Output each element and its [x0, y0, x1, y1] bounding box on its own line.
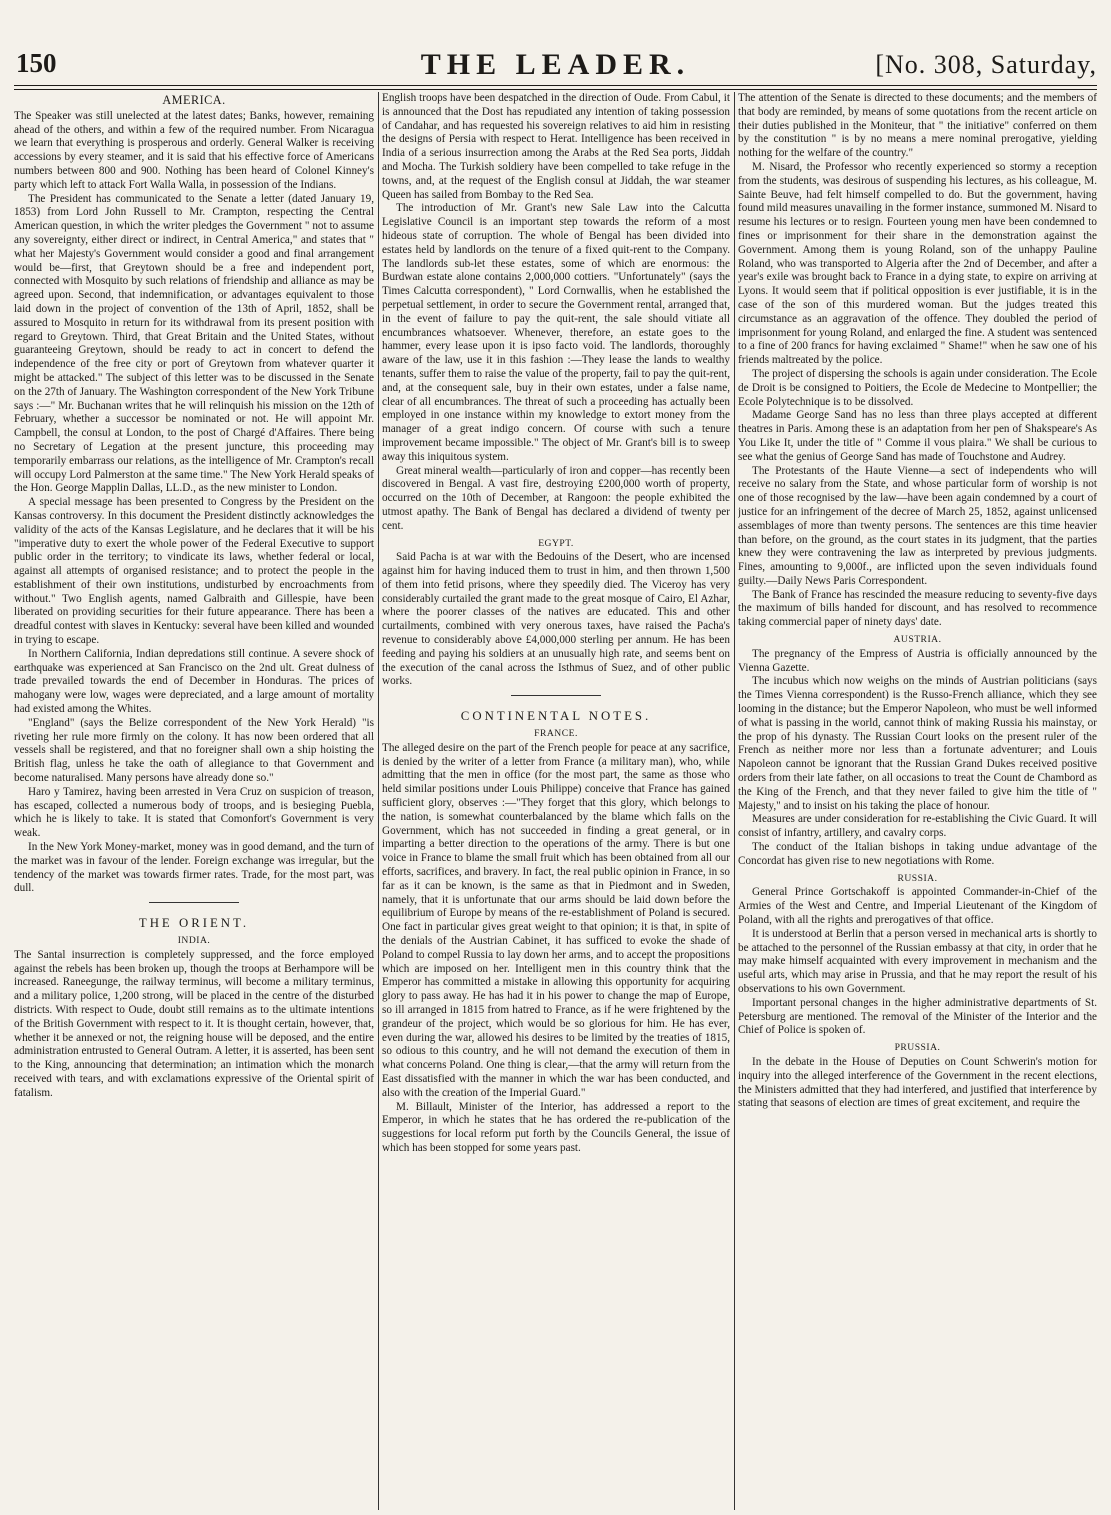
subsection-heading: EGYPT. [538, 537, 574, 549]
subsection-heading: AUSTRIA. [893, 634, 942, 646]
article-paragraph: M. Nisard, the Professor who recently experienced so stormy a reception from the students, was desirous of suspending his lectures, as his colleague, M. Sainte Beuve, had felt himself compelled to do. But the government, having found mild measures unavailing in the former instance, summoned M. Nisard to resume his lectures or to resign. Fourteen young men have been condemned to fines or imprisonment for their share in the demonstration against the Government. Among them is young Roland, son of the unhappy Pauline Roland, who was transported to Algeria after the 2nd of December, and after a year's exile was brought back to France in a dying state, to expire on arriving at Lyons. It would seem that if political opposition is ever justifiable, it is in the case of the son of this murdered woman. But the judges treated this circumstance as an aggravation of the offence. They doubled the period of imprisonment for young Roland, and enlarged the fine. A student was sentenced to a fine of 200 francs for having exclaimed " Shame!" when he saw one of his friends maltreated by the police. [738, 160, 1097, 367]
article-paragraph: Madame George Sand has no less than three plays accepted at different theatres in Paris. Among these is an adaptation from her pen of Shakspeare's As You Like It, under the title of " Comme il vous plaira." We shall be curious to see what the genius of George Sand has made of Touchstone and Audrey. [738, 409, 1097, 463]
article-paragraph: The alleged desire on the part of the French people for peace at any sacrifice, is denied by the writer of a letter from France (a military man), who, while admitting that the men in office (for the most part, the same as those who held similar positions under Louis Philippe) conceive that France has gained sufficient glory, observes :—"They forget that this glory, which belongs to the nation, is somewhat counterbalanced by the blame which falls on the Government, which has not succeeded in finding a great general, or in imparting a better direction to the operations of the army. There is but one voice in France to blame the small fruit which has been obtained from all our efforts, sacrifices, and bravery. In fact, the real public opinion in France, in so far as it can be known, is the same as that in Piedmont and in Sweden, namely, that it is unfortunate that our arms should be laid down before the equilibrium of Europe by means of the re-establishment of Poland is secured. One fact in particular gives great weight to that opinion; it is that, in spite of the denials of the Austrian Cabinet, it has sufficed to evoke the shade of Poland to compel Russia to lay down her arms, and to accept the propositions which are imposed on her. Intelligent men in this country think that the Emperor has committed a mistake in allowing this opportunity for acquiring glory to pass away. He has had it in his power to change the map of Europe, so ill arranged in 1815 from hatred to France, as if he were frightened by the grandeur of the project, which would be so glorious for him. He has ever, even during the war, allowed his desires to be limited by the treaties of 1815, so odious to this country, and he will not demand the execution of them in what concerns Poland. One thing is clear,—that the army will return from the East dissatisfied with the manner in which the war has been conducted, and also with the creation of the Imperial Guard." [382, 741, 730, 1099]
issue-label: [No. 308, Saturday, [875, 50, 1097, 79]
section-rule [149, 902, 239, 903]
column-2 [382, 92, 730, 1510]
article-paragraph: Said Pacha is at war with the Bedouins of the Desert, who are incensed against him for having induced them to trust in him, and then thrown 1,500 of them into fetid prisons, where they speedily died. The Viceroy has very considerably curtailed the grant made to the great mosque of Cairo, El Azhar, where the poorer classes of the natives are educated. This and other curtailments, combined with very onerous taxes, have raised the Pacha's revenue to considerably above £4,000,000 sterling per annum. He has been feeding and paying his soldiers at an unusually high rate, and seems bent on the execution of the canal across the Isthmus of Suez, and of other public works. [382, 551, 730, 688]
column-1 [14, 92, 374, 1510]
article-paragraph: M. Billault, Minister of the Interior, has addressed a report to the Emperor, in which he states that he has ordered the re-publication of the suggestions for local reform put forth by the Councils General, the issue of which has been stopped for some years past. [382, 1100, 730, 1154]
article-paragraph: Great mineral wealth—particularly of iron and copper—has recently been discovered in Bengal. A vast fire, destroying £200,000 worth of property, occurred on the 10th of December, at Rangoon: the people exhibited the utmost apathy. The Bank of Bengal has declared a dividend of twenty per cent. [382, 464, 730, 532]
article-paragraph: A special message has been presented to Congress by the President on the Kansas controversy. In this document the President distinctly acknowledges the validity of the acts of the Kansas Legislature, and he declares that it will be his "imperative duty to exert the whole power of the Federal Executive to support public order in the territory; to vindicate its laws, whether federal or local, against all attempts of organised resistance; and to protect the people in the establishment of their own institutions, undisturbed by encroachments from without." Two English agents, named Galbraith and Gillespie, have been liberated on providing securities for their future appearance. There has been a dreadful contest with slaves in Kentucky: several have been killed and wounded in trying to escape. [14, 496, 374, 647]
masthead-rule-thin [14, 89, 1097, 90]
section-heading: CONTINENTAL NOTES. [460, 709, 652, 724]
newspaper-title: THE LEADER. [420, 48, 691, 81]
article-paragraph: The introduction of Mr. Grant's new Sale Law into the Calcutta Legislative Council is an important step towards the reform of a most hideous state of corruption. The whole of Bengal has been divided into estates held by landlords on the tenure of a fixed quit-rent to the Company. The landlords sub-let these estates, some of which are enormous: the Burdwan estate alone contains 2,000,000 cottiers. "Unfortunately" (says the Times Calcutta correspondent), " Lord Cornwallis, when he established the perpetual settlement, in order to secure the Government rental, arranged that, in the event of failure to pay the quit-rent, the sale should vitiate all encumbrances whatsoever. Whenever, therefore, an estate goes to the hammer, every lease upon it is ipso facto void. The landlords, thoroughly aware of the law, use it in this fashion :—They lease the lands to wealthy tenants, suffer them to raise the value of the property, fail to pay the quit-rent, and, at the consequent sale, buy in their own estates, under a false name, clear of all encumbrances. The threat of such a proceeding has actually been employed in one instance within my knowledge to extort money from the manager of a great indigo concern. Of course with such a tenure improvement became impossible." The object of Mr. Grant's bill is to sweep away this iniquitous system. [382, 202, 730, 463]
page-number: 150 [16, 48, 57, 78]
article-paragraph: "England" (says the Belize correspondent of the New York Herald) "is riveting her rule more firmly on the colony. It has now been ordered that all vessels shall be registered, and that no foreigner shall own a ship hoisting the British flag, unless he take the oath of allegiance to that Government and become naturalised. Many persons have already done so." [14, 716, 374, 785]
column-3 [738, 92, 1097, 1510]
column-divider [734, 92, 735, 1510]
article-paragraph: The Santal insurrection is completely suppressed, and the force employed against the rebels has been broken up, though the troops at Berhampore will be increased. Raneegunge, the railway terminus, will become a military terminus, and a military police, 1,200 strong, will be placed in the centre of the disturbed districts. With respect to Oude, doubt still remains as to the ultimate intentions of the British Government with respect to it. It is thought certain, however, that, whether it be annexed or not, the reigning house will be deposed, and the entire administration entrusted to General Outram. A letter, it is asserted, has been sent to the King, announcing that determination; an intimation which the monarch received with tears, and with exclamations expressive of the Oriental spirit of fatalism. [14, 948, 374, 1099]
subsection-heading: FRANCE. [534, 728, 578, 740]
section-heading: THE ORIENT. [138, 916, 250, 931]
article-paragraph: It is understood at Berlin that a person versed in mechanical arts is shortly to be attached to the personnel of the Russian embassy at that city, in order that he may make himself acquainted with every improvement in mechanism and the useful arts, which may arise in Prussia, and that he may report the result of his observations to his own Government. [738, 927, 1097, 995]
section-heading: AMERICA. [162, 93, 226, 107]
masthead-rule [14, 85, 1097, 86]
column-divider [378, 92, 379, 1510]
article-paragraph: General Prince Gortschakoff is appointed Commander-in-Chief of the Armies of the West and Centre, and Imperial Lieutenant of the Kingdom of Poland, with all the rights and prerogatives of that office. [738, 886, 1097, 927]
article-paragraph: The pregnancy of the Empress of Austria is officially announced by the Vienna Gazette. [738, 647, 1097, 674]
article-paragraph: The conduct of the Italian bishops in taking undue advantage of the Concordat has given rise to new negotiations with Rome. [738, 841, 1097, 867]
article-paragraph: The incubus which now weighs on the minds of Austrian politicians (says the Times Vienna correspondent) is the Russo-French alliance, which they see looming in the distance; but the Emperor Napoleon, who must be well informed of what is passing in the world, cannot think of making Russia his mainstay, or the prop of his dynasty. The Russian Court looks on the present ruler of the French as neither more nor less than a fortunate adventurer; and Louis Napoleon cannot be ignorant that the Russian Grand Dukes received positive orders from their late father, on all occasions to treat the Count de Chambord as the King of the French, and that they never failed to give him the title of " Majesty," and to insist on his taking the place of honour. [738, 675, 1097, 812]
article-paragraph: In Northern California, Indian depredations still continue. A severe shock of earthquake was experienced at San Francisco on the 2nd ult. Great dulness of trade prevailed towards the end of December in Honduras. The prices of mahogany were low, wages were depreciated, and a large amount of mortality had existed among the Whites. [14, 647, 374, 716]
article-paragraph: In the New York Money-market, money was in good demand, and the turn of the market was in favour of the lender. Foreign exchange was irregular, but the tendency of the market was towards firmer rates. Trade, for the most part, was dull. [14, 841, 374, 895]
article-paragraph: The attention of the Senate is directed to these documents; and the members of that body are reminded, by means of some quotations from the recent article on their duties published in the Moniteur, that " the initiative" conferred on them by the constitution " is by no means a mere nominal prerogative, yielding nothing for the welfare of the country." [738, 92, 1097, 160]
article-paragraph: The project of dispersing the schools is again under consideration. The Ecole de Droit is be consigned to Poitiers, the Ecole de Medecine to Montpellier; the Ecole Polytechnique is to be dissolved. [738, 367, 1097, 408]
article-paragraph: The President has communicated to the Senate a letter (dated January 19, 1853) from Lord John Russell to Mr. Crampton, respecting the Central American question, in which the writer pledges the Government " not to assume any sovereignty, either direct or indirect, in Central America," and states that " what her Majesty's Government would consider a good and final arrangement would be—first, that Greytown should be a free and independent port, connected with Mosquito by such relations of friendship and alliance as may be agreed upon. Second, that indemnification, or advantages equivalent to those laid down in the project of convention of the 13th of April, 1852, shall be assured to Mosquito in return for its withdrawal from its present position with regard to Greytown. Third, that Great Britain and the United States, without guaranteeing Greytown, should be ready to act in concert to defend the independence of the free city or port of Greytown from whatever quarter it might be attacked." The subject of this letter was to be discussed in the Senate on the 27th of January. The Washington correspondent of the New York Tribune says :—" Mr. Buchanan writes that he will relinquish his mission on the 12th of February, whether a successor be nominated or not. He will appoint Mr. Campbell, the consul at London, to the post of Chargé d'Affaires. There being no Secretary of Legation at the present juncture, this proceeding may temporarily embarrass our relations, as the intelligence of Mr. Crampton's recall will occupy Lord Palmerston at the same time." The New York Herald speaks of the Hon. George Mapplin Dallas, LL.D., as the new minister to London. [14, 192, 374, 495]
article-paragraph: Haro y Tamirez, having been arrested in Vera Cruz on suspicion of treason, has escaped, collected a numerous body of troops, and is besieging Puebla, which he is likely to take. It is stated that Comonfort's Government is very weak. [14, 785, 374, 840]
subsection-heading: PRUSSIA. [894, 1042, 941, 1054]
subsection-heading: INDIA. [177, 935, 211, 947]
article-paragraph: Important personal changes in the higher administrative departments of St. Petersburg are mentioned. The removal of the Minister of the Interior and the Chief of Police is spoken of. [738, 996, 1097, 1037]
section-rule [511, 695, 601, 696]
subsection-heading: RUSSIA. [897, 872, 938, 884]
article-paragraph: The Speaker was still unelected at the latest dates; Banks, however, remaining ahead of the others, and within a few of the required number. From Nicaragua we learn that everything is prosperous and orderly. General Walker is receiving accessions by every steamer, and it is said that his effective force of Americans numbers between 800 and 900. Nothing has been heard of Colonel Kinney's party which left to attack Fort Walla Walla, in possession of the Indians. [14, 109, 374, 191]
article-paragraph: The Protestants of the Haute Vienne—a sect of independents who will receive no salary from the State, and whose particular form of worship is not one of those recognised by the law—have been again condemned by a court of justice for an infringement of the decree of March 25, 1852, against unlicensed assemblages of more than twenty persons. The sentences are this time heavier than before, on the ground, as the court states in its judgment, that the parties knew they were contravening the law as interpreted by previous judgments. Fines, amounting to 9,000f., are inflicted upon the seven individuals found guilty.—Daily News Paris Correspondent. [738, 464, 1097, 587]
article-paragraph: In the debate in the House of Deputies on Count Schwerin's motion for inquiry into the alleged interference of the Government in the recent elections, the Ministers admitted that they had interfered, and justified that interference by stating that seasons of election are times of great excitement, and require the [738, 1055, 1097, 1110]
article-paragraph: English troops have been despatched in the direction of Oude. From Cabul, it is announced that the Dost has repudiated any intention of taking possession of Candahar, and has requested his sovereign relatives to aid him in resisting the designs of Persia with respect to Herat. Intelligence has been received in India of a serious insurrection among the Arabs at the Red Sea ports, Jiddah and Mocha. The Turkish soldiery have been compelled to take refuge in the towns, and, at the request of the English consul at Jiddah, the war steamer Queen has sailed from Bombay to the Red Sea. [382, 92, 730, 201]
article-paragraph: The Bank of France has rescinded the measure reducing to seventy-five days the maximum of bills handed for discount, and has resolved to recommence taking commercial paper of ninety days' date. [738, 588, 1097, 629]
article-paragraph: Measures are under consideration for re-establishing the Civic Guard. It will consist of infantry, artillery, and cavalry corps. [738, 813, 1097, 840]
masthead [14, 48, 1097, 84]
